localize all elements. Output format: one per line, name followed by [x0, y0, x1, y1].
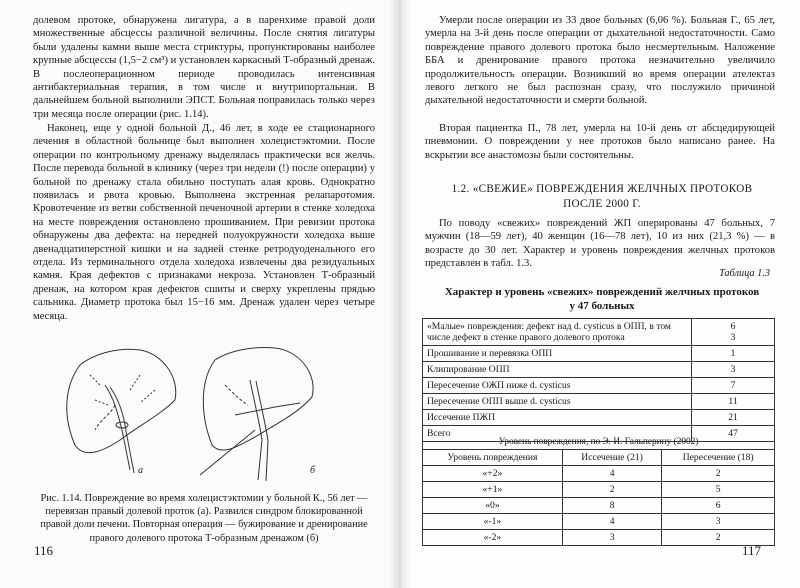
- level-cell: «0»: [423, 498, 563, 514]
- level-cell: 4: [562, 466, 662, 482]
- table-cell-label: «Малые» повреждения: дефект над d. cysticus в ОПП, в том числе дефект в стенке правого долевого протока: [423, 319, 692, 346]
- level-table-row: [423, 466, 775, 482]
- figure-label-b: б: [310, 465, 316, 476]
- right-paragraph-1: Умерли после операции из 33 двое больных (6,06 %). Больная Г., 65 лет, умерла на 3-й день после операции от дыхательной недостаточности. Само повреждение правого долевого протока было несмертельным. Наложение ББА и дренирование правого протока незначительно увеличило продолжительность операции. Возникший во время операции ателектаз левого легкого не был распознан сразу, что послужило причиной дыхательной недостаточности и смерти больной.: [425, 15, 775, 107]
- value-primary: 6: [730, 321, 736, 332]
- page-number-right: 117: [742, 543, 762, 558]
- table-row: [423, 346, 775, 362]
- level-cell: 6: [662, 498, 775, 514]
- value-secondary: 3: [730, 332, 736, 343]
- table-cell-label: Пересечение ОЖП ниже d. cysticus: [423, 378, 692, 394]
- right-paragraph-2: Вторая пациентка П., 78 лет, умерла на 10-й день от абсцедирующей пневмонии. О повреждении у нее протоков было написано ранее. На вскрытии все анастомозы были состоятельны.: [425, 123, 775, 161]
- table-cell-value: 3: [692, 362, 775, 378]
- level-cell: 3: [662, 514, 775, 530]
- table-row: [423, 378, 775, 394]
- left-paragraph-1: долевом протоке, обнаружена лигатура, а в паренхиме правой доли множественные абсцессы различной величины. После снятия лигатуры были удалены камни выше места стриктуры, пропунктированы наиболее крупные абсцессы (1,5−2 см³) и установлен каркасный Т-образный дренаж. В послеоперационном периоде проводилась интенсивная антибактериальная терапия, в том числе и внутрипортальная. В дальнейшем больной выполнили ЭПСТ. Больная поправилась только через три месяца после операции (рис. 1.14).: [33, 15, 375, 120]
- figure-a-drawing: [67, 349, 176, 473]
- table-title-line-2: у 47 больных: [569, 300, 635, 312]
- section-heading: [432, 182, 772, 212]
- level-cell: 3: [562, 530, 662, 546]
- table-label: Таблица 1.3: [719, 268, 770, 279]
- level-subheader: Уровень повреждения, по Э. И. Гальперину (2002): [422, 436, 775, 449]
- table-cell-value: 7: [692, 378, 775, 394]
- level-cell: 8: [562, 498, 662, 514]
- section-heading-line-1: 1.2. «СВЕЖИЕ» ПОВРЕЖДЕНИЯ ЖЕЛЧНЫХ ПРОТОКОВ: [451, 183, 753, 195]
- table-cell-label: Прошивание и перевязка ОПП: [423, 346, 692, 362]
- level-table: [422, 449, 775, 546]
- table-cell-label: Клипирование ОПП: [423, 362, 692, 378]
- level-cell: 2: [662, 466, 775, 482]
- left-paragraph-2: Наконец, еще у одной больной Д., 46 лет, в ходе ее стационарного лечения в областной больнице был выполнен холецистэктомии. После операции по контрольному дренажу выделялась практически вся желчь. После перевода больной в клинику (через три недели (!) после операции) у больной по дренажу стала обильно поступать алая кровь. Однократно появилась и рвота кровью. Выполнена экстренная релапаротомия. Кровотечение из ветви собственной печеночной артерии в стенке холедоха на месте повреждения остановлено прошиванием. При ревизии протока обнаружены два дефекта: на передней полуокружности холедоха выше двенадцатиперстной кишки и на задней стенке ретродуоденального его отдела. Из терминального отдела холедоха извлечены два резидуальных камня. Края дефектов с признаками некроза. Установлен Т-образный дренаж, на котором края дефектов сшиты и сверху укреплены прядью сальника. Диаметр протока был 15−16 мм. Дренаж удален через четыре месяца.: [33, 123, 375, 322]
- level-header-cell: Уровень повреждения: [423, 450, 563, 466]
- level-cell: «-1»: [423, 514, 563, 530]
- table-cell-value: 11: [692, 394, 775, 410]
- table-cell-value: 1: [692, 346, 775, 362]
- level-cell: 2: [662, 530, 775, 546]
- table-title-line-1: Характер и уровень «свежих» повреждений желчных протоков: [444, 286, 760, 298]
- level-table-row: [423, 530, 775, 546]
- level-table-row: [423, 498, 775, 514]
- table-cell-label: Иссечение ПЖП: [423, 410, 692, 426]
- table-cell-value: 21: [692, 410, 775, 426]
- level-cell: 4: [562, 514, 662, 530]
- table-row: [423, 410, 775, 426]
- level-cell: 2: [562, 482, 662, 498]
- table-cell-value: 47: [692, 426, 775, 442]
- level-table-header: [423, 450, 775, 466]
- figure-b-drawing: [200, 348, 313, 482]
- injury-table: [422, 318, 775, 442]
- table-title: [430, 285, 774, 313]
- table-cell-label: Всего: [423, 426, 692, 442]
- table-row: [423, 394, 775, 410]
- page-number-left: 116: [34, 543, 54, 558]
- level-cell: «-2»: [423, 530, 563, 546]
- table-cell-value: [692, 319, 775, 346]
- level-cell: 5: [662, 482, 775, 498]
- figure-label-a: а: [138, 465, 143, 476]
- level-cell: «+2»: [423, 466, 563, 482]
- intro-paragraph: По поводу «свежих» повреждений ЖП оперированы 47 больных, 7 мужчин (18—59 лет), 40 женщин (16—78 лет), 10 из них (21,3 %) — в возрасте до 30 лет. Характер и уровень повреждения желчных протоков представлен в табл. 1.3.: [425, 218, 775, 270]
- level-cell: «+1»: [423, 482, 563, 498]
- section-heading-line-2: ПОСЛЕ 2000 Г.: [563, 198, 641, 210]
- level-header-cell: Иссечение (21): [562, 450, 662, 466]
- level-table-row: [423, 514, 775, 530]
- liver-illustration: [60, 345, 330, 485]
- level-header-cell: Пересечение (18): [662, 450, 775, 466]
- table-row: [423, 362, 775, 378]
- figure-caption: Рис. 1.14. Повреждение во время холецистэктомии у больной К., 56 лет — перевязан правый долевой проток (а). Развился синдром блокированной правой доли печени. Повторная операция — бужирование и дренирование правого долевого протока Т-образным дренажом (б): [40, 493, 368, 544]
- table-row: [423, 319, 775, 346]
- table-cell-label: Пересечение ОПП выше d. cysticus: [423, 394, 692, 410]
- level-table-row: [423, 482, 775, 498]
